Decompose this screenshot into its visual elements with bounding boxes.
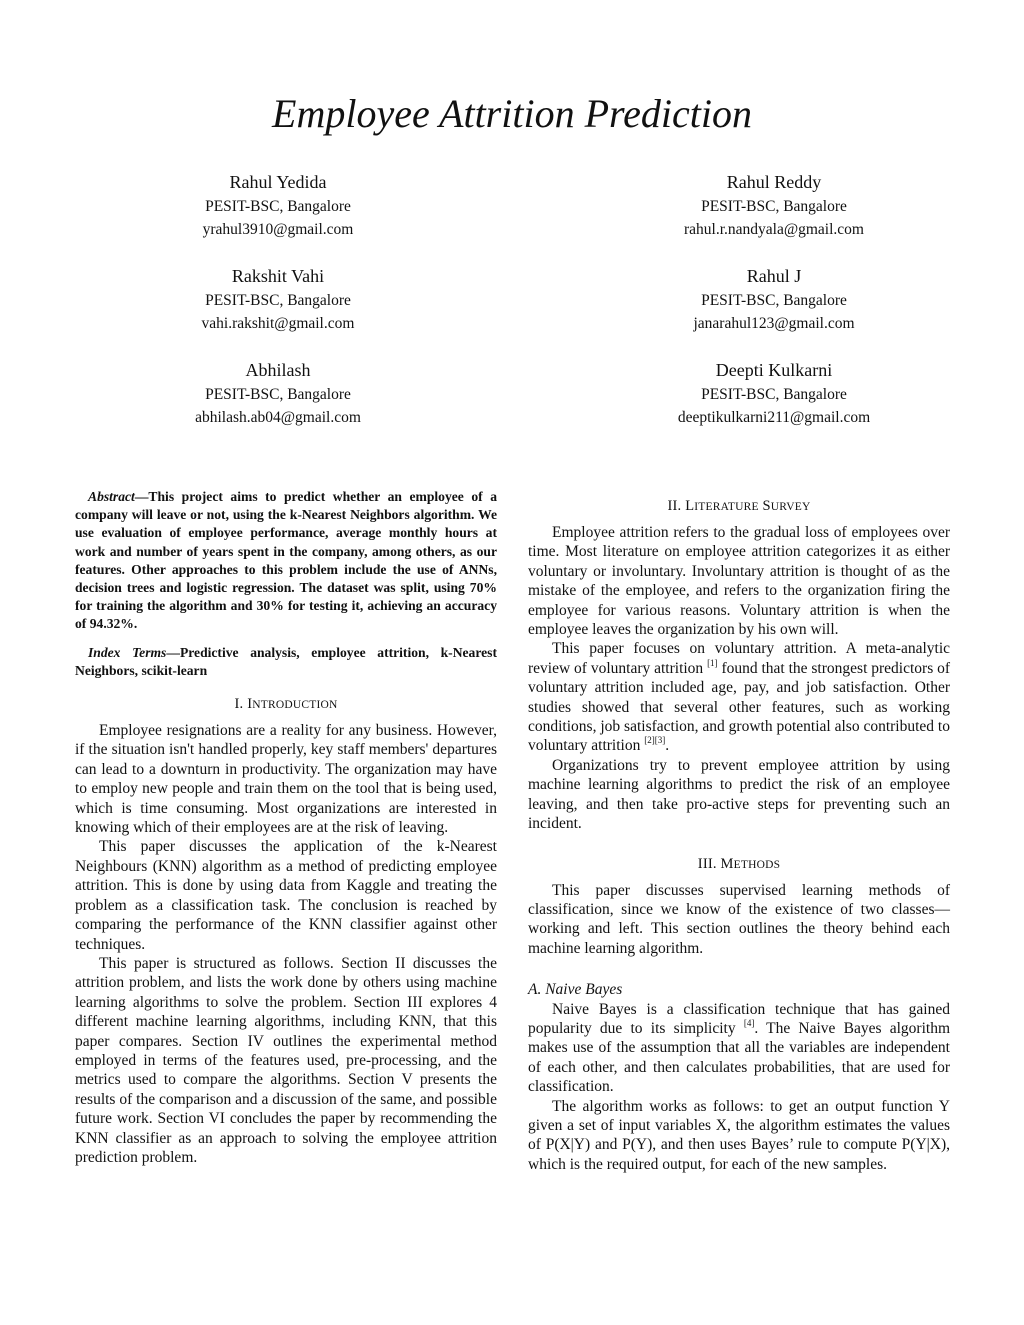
- section-heading-methods: [528, 854, 950, 875]
- paper-title: Employee Attrition Prediction: [272, 91, 752, 136]
- author-name: Abhilash: [245, 360, 311, 380]
- paragraph: The algorithm works as follows: to get an output function Y given a set of input variables X, the algorithm estimates the values of P(X|Y) and P(Y), and then uses Bayes’ rule to compute P(Y|X), which is the required output, for each of the new samples.: [528, 1097, 950, 1173]
- author-block: [0, 170, 1024, 429]
- index-terms-text: —Predictive analysis, employee attrition, k-Nearest Neighbors, scikit-learn: [75, 644, 497, 678]
- author-email: abhilash.ab04@gmail.com: [195, 409, 361, 426]
- section-title-initial: L: [685, 498, 695, 514]
- section-title-initial: I: [247, 696, 253, 713]
- section-title-initial: M: [720, 855, 734, 872]
- author-affiliation: PESIT-BSC, Bangalore: [205, 386, 351, 403]
- author-affiliation: PESIT-BSC, Bangalore: [701, 386, 847, 403]
- section-title-rest: ITERATURE: [694, 501, 759, 513]
- section-title-rest: URVEY: [770, 501, 811, 513]
- text-run: Naive Bayes is a classification technique that has gained popularity due to its simplicity: [528, 1000, 950, 1037]
- section-number: II.: [667, 498, 682, 514]
- paragraph: [528, 1000, 950, 1097]
- author-affiliation: PESIT-BSC, Bangalore: [701, 292, 847, 309]
- author-email: janarahul123@gmail.com: [693, 315, 855, 332]
- author-name: Rahul J: [746, 266, 802, 286]
- author-name: Rahul Yedida: [229, 172, 327, 192]
- section-heading-introduction: [75, 694, 497, 715]
- section-number: I.: [234, 696, 244, 713]
- index-terms-label: Index Terms: [88, 644, 167, 660]
- subsection-heading-naive-bayes: A. Naive Bayes: [528, 981, 623, 999]
- paragraph: Employee attrition refers to the gradual loss of employees over time. Most literature on employee attrition categorizes it as either voluntary or involuntary. Involuntary attrition is thought of as the mistake of the employee, and refers to the organization firing the employee for various reasons. Voluntary attrition is when the employee leaves the organization by his own will.: [528, 524, 950, 639]
- author-4: [556, 264, 992, 335]
- citation: [1]: [707, 657, 718, 668]
- author-6: [556, 358, 992, 429]
- author-email: rahul.r.nandyala@gmail.com: [684, 221, 864, 238]
- index-terms: [75, 644, 497, 680]
- author-5: [0, 358, 556, 429]
- author-3: [0, 264, 556, 335]
- text-run: This paper focuses on voluntary attrition. A meta-analytic review of voluntary attrition: [528, 640, 950, 677]
- abstract: [75, 488, 497, 634]
- section-title-initial: S: [762, 498, 771, 514]
- author-email: vahi.rakshit@gmail.com: [201, 315, 355, 332]
- author-name: Rakshit Vahi: [231, 266, 325, 286]
- text-run: . The Naive Bayes algorithm makes use of the assumption that all the variables are independent of each other, and then calculates probabilities, that are used for classification.: [528, 1019, 950, 1096]
- section-title-rest: ETHODS: [733, 858, 781, 871]
- right-column: [528, 496, 950, 1174]
- paragraph: This paper is structured as follows. Section II discusses the attrition problem, and lists the work done by others using machine learning algorithms to solve the problem. Section III explores 4 different machine learning algorithms, including KNN, that this paper compares. Section IV outlines the experimental method employed in terms of the features used, pre-processing, and the metrics used to compare the algorithms. Section V presents the results of the comparison and a discussion of the same, and possible future work. Section VI concludes the paper by recommending the KNN classifier as an approach to solving the employee attrition prediction problem.: [75, 954, 497, 1166]
- abstract-text: —This project aims to predict whether an employee of a company will leave or not, using the k-Nearest Neighbors algorithm. We use evaluation of employee performance, average monthly hours at work and number of years spent in the company, among others, as our features. Other approaches to this problem include the use of ANNs, decision trees and logistic regression. The dataset was split, using 70% for training the algorithm and 30% for testing it, achieving an accuracy of 94.32%.: [75, 489, 497, 632]
- section-number: III.: [697, 855, 717, 872]
- paragraph: Employee resignations are a reality for any business. However, if the situation isn't handled properly, key staff members' departures can lead to a downturn in productivity. The organization may have to employ new people and train them on the tool that is being used, which is time consuming. Most organizations are interested in knowing which of their employees are at the risk of leaving.: [75, 722, 497, 837]
- author-1: [0, 170, 556, 241]
- author-email: deeptikulkarni211@gmail.com: [677, 409, 871, 426]
- citation: [2][3]: [644, 735, 666, 746]
- author-affiliation: PESIT-BSC, Bangalore: [205, 198, 351, 215]
- section-title-rest: NTRODUCTION: [252, 699, 338, 712]
- section-heading-literature: [528, 496, 950, 517]
- author-affiliation: PESIT-BSC, Bangalore: [701, 198, 847, 215]
- text-run: .: [665, 737, 670, 755]
- author-name: Deepti Kulkarni: [715, 360, 833, 380]
- paragraph: This paper discusses supervised learning methods of classification, since we know of the existence of two classes—working and left. This section outlines the theory behind each machine learning algorithm.: [528, 881, 950, 957]
- citation: [4]: [743, 1017, 755, 1028]
- author-affiliation: PESIT-BSC, Bangalore: [205, 292, 351, 309]
- left-column: [75, 488, 497, 1167]
- author-2: [556, 170, 992, 241]
- text-run: found that the strongest predictors of voluntary attrition included age, pay, and job satisfaction. Other studies showed that several other features, such as working conditions, job satisfaction, and growth potential also contributed to voluntary attrition: [528, 659, 951, 755]
- paragraph: This paper discusses the application of the k-Nearest Neighbours (KNN) algorithm as a method of predicting employee attrition. This is done by using data from Kaggle and treating the problem as a classification task. The conclusion is reached by comparing the performance of the KNN classifier against other techniques.: [75, 838, 497, 953]
- paragraph: Organizations try to prevent employee attrition by using machine learning algorithms to predict the risk of an employee leaving, and then take pro-active steps for preventing such an incident.: [528, 756, 950, 833]
- author-email: yrahul3910@gmail.com: [202, 221, 354, 238]
- author-name: Rahul Reddy: [726, 172, 822, 192]
- paragraph: [528, 639, 950, 755]
- abstract-label: Abstract: [88, 489, 135, 504]
